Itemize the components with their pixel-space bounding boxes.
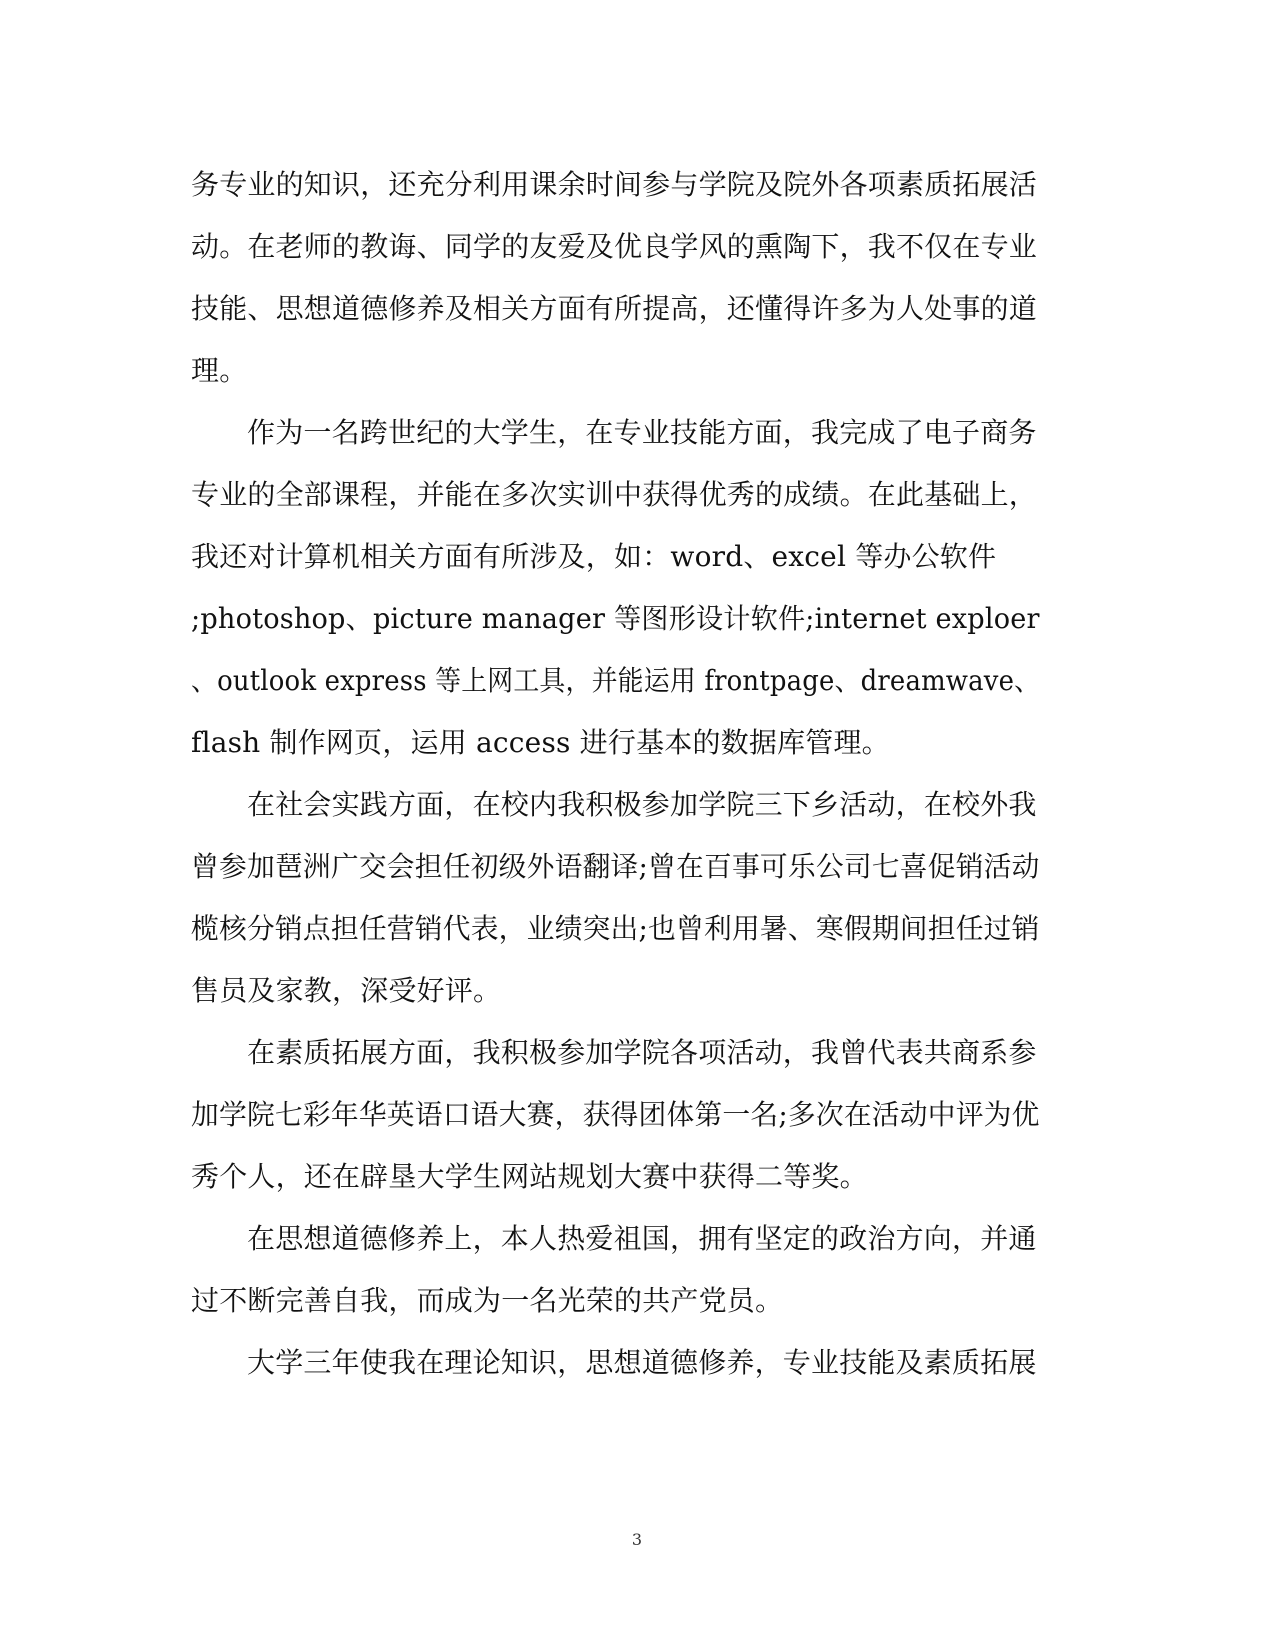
paragraph-line: 动。在老师的教诲、同学的友爱及优良学风的熏陶下，我不仅在专业 (191, 230, 1038, 263)
paragraph-line: 在素质拓展方面，我积极参加学院各项活动，我曾代表共商系参 (247, 1036, 1037, 1069)
paragraph-line: 务专业的知识，还充分利用课余时间参与学院及院外各项素质拓展活 (191, 168, 1038, 201)
page-number: 3 (631, 1530, 643, 1549)
paragraph-line: 技能、思想道德修养及相关方面有所提高，还懂得许多为人处事的道 (191, 292, 1038, 325)
paragraph-line: 专业的全部课程，并能在多次实训中获得优秀的成绩。在此基础上， (191, 478, 1038, 511)
paragraph-line: 加学院七彩年华英语口语大赛，获得团体第一名;多次在活动中评为优 (191, 1098, 1040, 1131)
paragraph-line: 在思想道德修养上，本人热爱祖国，拥有坚定的政治方向，并通 (247, 1222, 1037, 1255)
paragraph-line: 榄核分销点担任营销代表，业绩突出;也曾利用暑、寒假期间担任过销 (191, 912, 1040, 945)
paragraph-line: flash 制作网页，运用 access 进行基本的数据库管理。 (191, 726, 890, 759)
paragraph-line: 大学三年使我在理论知识，思想道德修养，专业技能及素质拓展 (247, 1346, 1037, 1379)
paragraph-line: 作为一名跨世纪的大学生，在专业技能方面，我完成了电子商务 (247, 416, 1037, 449)
paragraph-line: 理。 (191, 354, 248, 387)
paragraph-line: 曾参加琶洲广交会担任初级外语翻译;曾在百事可乐公司七喜促销活动 (191, 850, 1040, 883)
paragraph-line: 我还对计算机相关方面有所涉及，如：word、excel 等办公软件 (191, 540, 997, 573)
paragraph-line: 在社会实践方面，在校内我积极参加学院三下乡活动，在校外我 (247, 788, 1037, 821)
paragraph-line: 过不断完善自我，而成为一名光荣的共产党员。 (191, 1284, 784, 1317)
paragraph-line: 秀个人，还在辟垦大学生网站规划大赛中获得二等奖。 (191, 1160, 868, 1193)
paragraph-line: ;photoshop、picture manager 等图形设计软件;internet exploer (191, 602, 1040, 635)
paragraph-line: 售员及家教，深受好评。 (191, 974, 502, 1007)
paragraph-line: 、outlook express 等上网工具，并能运用 frontpage、dreamwave、 (191, 664, 1041, 697)
